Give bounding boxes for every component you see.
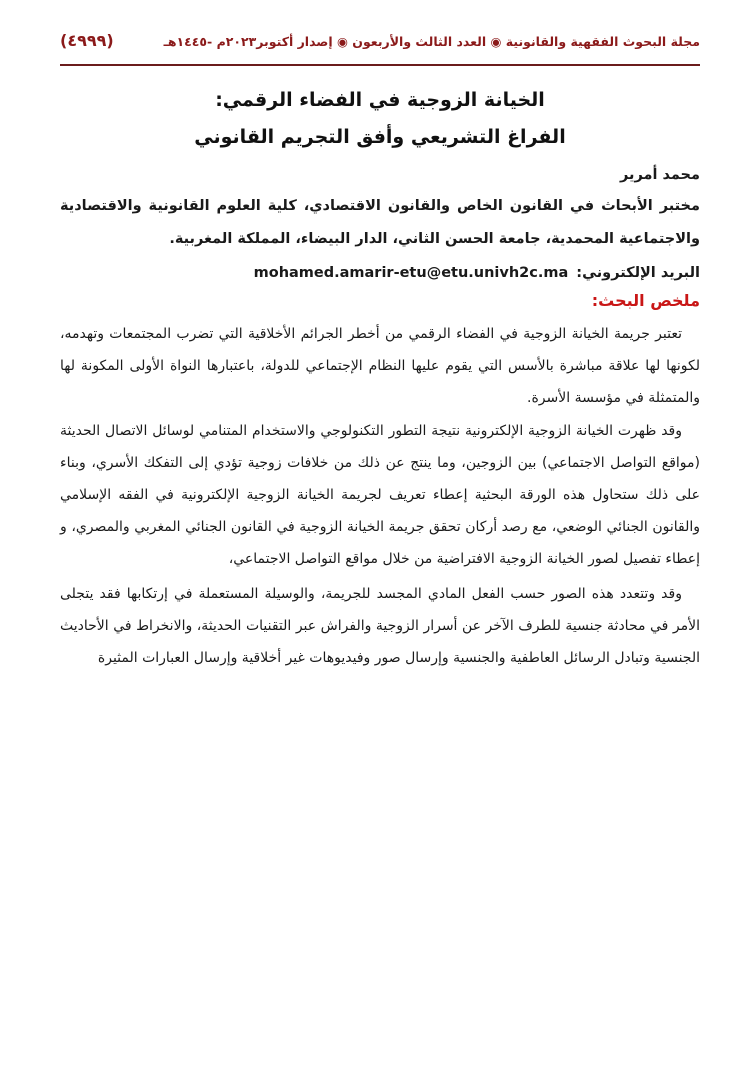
running-header [60, 30, 700, 66]
page-number: (٤٩٩٩) [60, 31, 114, 50]
journal-issue-line: مجلة البحوث الفقهية والقانونية ◉ العدد الثالث والأربعون ◉ إصدار أكتوبر٢٠٢٣م -١٤٤٥هـ [163, 34, 700, 49]
author-name: محمد أمرير [619, 167, 700, 183]
title-line-2: الفراغ التشريعي وأفق التجريم القانوني [194, 126, 566, 148]
paper-title [60, 82, 700, 156]
title-line-1: الخيانة الزوجية في الفضاء الرقمي: [215, 89, 545, 111]
paper-body [60, 160, 700, 674]
email-label: البريد الإلكتروني: [576, 265, 700, 281]
author-email[interactable]: mohamed.amarir-etu@etu.univh2c.ma [253, 265, 569, 281]
email-row [60, 258, 700, 288]
author-affiliation: مختبر الأبحاث في القانون الخاص والقانون الاقتصادي، كلية العلوم القانونية والاقتصادية والاجتماعية المحمدية، جامعة الحسن الثاني، الدار البيضاء، المملكة المغربية. [60, 198, 700, 247]
abstract-paragraph: تعتبر جريمة الخيانة الزوجية في الفضاء الرقمي من أخطر الجرائم الأخلاقية التي تضرب المجتمعات وتهدمه، لكونها لها علاقة مباشرة بالأسس التي يقوم عليها النظام الإجتماعي للدولة، باعتبارها النواة الأولى المكونة لها والمتمثلة في مؤسسة الأسرة. [60, 326, 700, 407]
abstract-paragraph: وقد ظهرت الخيانة الزوجية الإلكترونية نتيجة التطور التكنولوجي والاستخدام المتنامي لوسائل الاتصال الحديثة (مواقع التواصل الاجتماعي) بين الزوجين، وما ينتج عن ذلك من خلافات زوجية تؤدي إلى التفكك الأسري، وبناء على ذلك ستحاول هذه الورقة البحثية إعطاء تعريف لجريمة الخيانة الزوجية الإلكترونية في الفقه الإسلامي والقانون الجنائي الوضعي، مع رصد أركان تحقق جريمة الخيانة الزوجية في القانون الجنائي المغربي والمصري، و إعطاء تفصيل لصور الخيانة الزوجية الافتراضية من خلال مواقع التواصل الاجتماعي، [60, 422, 700, 568]
abstract-paragraph: وقد وتتعدد هذه الصور حسب الفعل المادي المجسد للجريمة، والوسيلة المستعملة في إرتكابها فقد يتجلى الأمر في محادثة جنسية للطرف الآخر عن أسرار الزوجية والفراش عبر التقنيات الحديثة، والانخراط في الأحاديث الجنسية وتبادل الرسائل العاطفية والجنسية وإرسال صور وفيديوهات غير أخلاقية وإرسال العبارات المثيرة [60, 585, 700, 667]
abstract-heading: ملخص البحث: [591, 291, 700, 310]
